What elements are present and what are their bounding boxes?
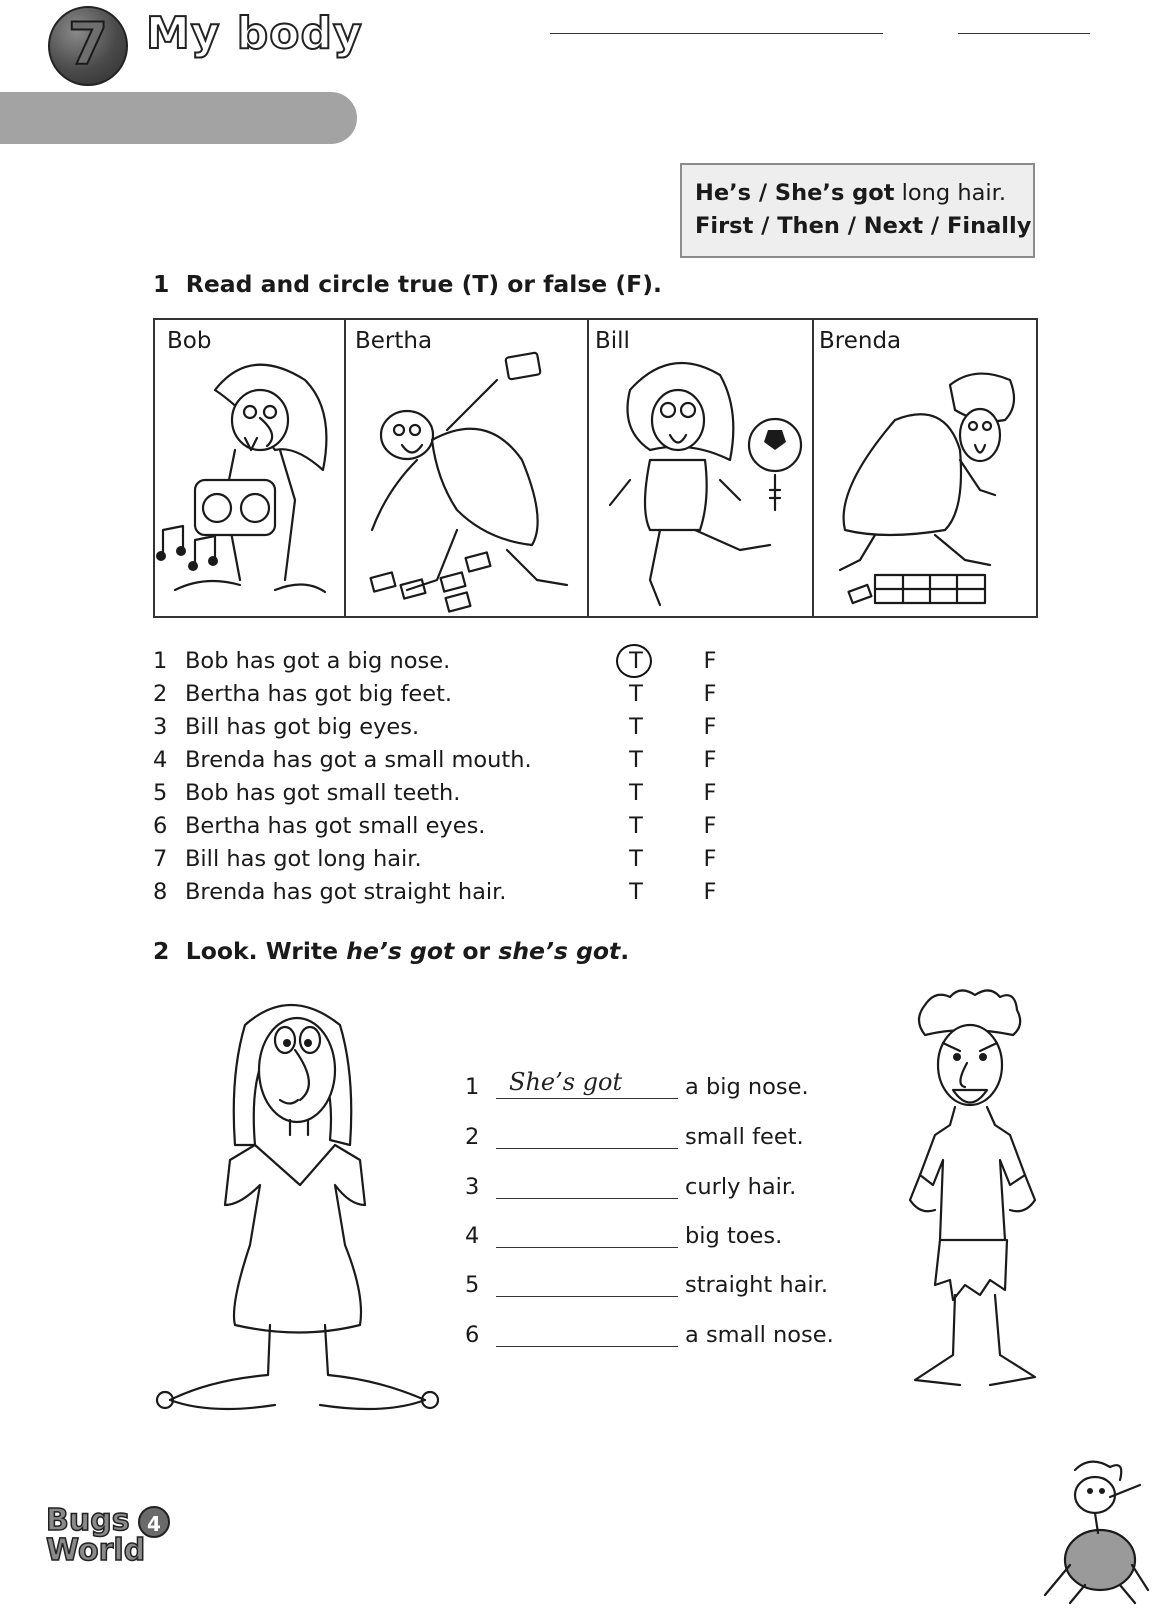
character-label-bob: Bob (167, 328, 212, 354)
statement-row (153, 777, 753, 810)
statement-number: 1 (153, 648, 168, 674)
statement-row (153, 876, 753, 909)
statement-text: Bill has got long hair. (185, 846, 422, 872)
statement-row (153, 744, 753, 777)
cell-divider (344, 320, 346, 616)
write-line[interactable] (496, 1346, 678, 1347)
true-option[interactable]: T (629, 846, 643, 872)
write-item-text: big toes. (685, 1223, 783, 1249)
true-option[interactable]: T (629, 714, 643, 740)
bug-mascot-illustration (1040, 1455, 1150, 1605)
character-label-bertha: Bertha (355, 328, 433, 354)
false-option[interactable]: F (703, 846, 717, 872)
statement-number: 7 (153, 846, 168, 872)
write-item (465, 1168, 885, 1208)
sequence-words: First / Then / Next / Finally (695, 213, 1032, 239)
false-option[interactable]: F (703, 648, 717, 674)
write-line[interactable] (496, 1247, 678, 1248)
unit-title: My body (146, 8, 363, 59)
write-item-text: a big nose. (685, 1074, 809, 1100)
write-item (465, 1118, 885, 1158)
bob-illustration (155, 350, 344, 616)
statement-row (153, 711, 753, 744)
key-phrase-bold: He’s / She’s got (695, 180, 895, 206)
write-item-text: straight hair. (685, 1272, 828, 1298)
write-item (465, 1068, 885, 1108)
exercise2-instruction-mid: or (454, 937, 499, 965)
bill-illustration (590, 350, 812, 616)
statement-number: 2 (153, 681, 168, 707)
write-line[interactable] (496, 1296, 678, 1297)
logo-line-2: World (46, 1533, 146, 1568)
true-option[interactable]: T (629, 648, 643, 674)
exercise2-instruction-em2: she’s got (498, 937, 621, 965)
exercise1-heading (153, 270, 662, 298)
statement-number: 6 (153, 813, 168, 839)
write-item-text: small feet. (685, 1124, 804, 1150)
statement-text: Bertha has got big feet. (185, 681, 453, 707)
exercise2-number: 2 (153, 937, 170, 965)
statement-text: Bob has got small teeth. (185, 780, 461, 806)
write-line[interactable] (496, 1148, 678, 1149)
date-line[interactable] (958, 33, 1090, 34)
write-answer[interactable]: She’s got (509, 1068, 623, 1096)
header-bar (0, 92, 357, 144)
write-item-number: 4 (465, 1223, 480, 1249)
false-option[interactable]: F (703, 681, 717, 707)
false-option[interactable]: F (703, 813, 717, 839)
statement-text: Brenda has got a small mouth. (185, 747, 532, 773)
statement-row (153, 810, 753, 843)
statement-row (153, 645, 753, 678)
write-item-number: 3 (465, 1174, 480, 1200)
false-option[interactable]: F (703, 714, 717, 740)
statement-number: 5 (153, 780, 168, 806)
write-item-number: 1 (465, 1074, 480, 1100)
girl-illustration (150, 995, 440, 1420)
exercise2-heading (153, 937, 629, 965)
write-item (465, 1217, 885, 1257)
statement-number: 4 (153, 747, 168, 773)
boy-illustration (905, 985, 1045, 1395)
statement-number: 8 (153, 879, 168, 905)
write-item-text: curly hair. (685, 1174, 797, 1200)
write-item (465, 1266, 885, 1306)
true-option[interactable]: T (629, 813, 643, 839)
statement-text: Bertha has got small eyes. (185, 813, 486, 839)
bertha-illustration (347, 350, 587, 616)
false-option[interactable]: F (703, 780, 717, 806)
key-phrase-rest: long hair. (894, 180, 1007, 206)
exercise1-instruction: Read and circle true (T) or false (F). (185, 270, 662, 298)
statement-row (153, 843, 753, 876)
write-item-text: a small nose. (685, 1322, 834, 1348)
brenda-illustration (815, 350, 1036, 616)
exercise2-instruction-end: . (620, 937, 630, 965)
character-label-brenda: Brenda (819, 328, 902, 354)
key-phrases-box (680, 163, 1035, 258)
write-item (465, 1316, 885, 1356)
write-item-number: 2 (465, 1124, 480, 1150)
false-option[interactable]: F (703, 747, 717, 773)
character-picture-table (153, 318, 1038, 618)
true-option[interactable]: T (629, 747, 643, 773)
true-option[interactable]: T (629, 681, 643, 707)
false-option[interactable]: F (703, 879, 717, 905)
exercise1-number: 1 (153, 270, 170, 298)
unit-number: 7 (67, 10, 109, 78)
character-label-bill: Bill (595, 328, 630, 354)
statement-text: Bob has got a big nose. (185, 648, 451, 674)
exercise2-instruction-em1: he’s got (346, 937, 455, 965)
logo-line-1: Bugs (46, 1503, 130, 1538)
cell-divider (587, 320, 589, 616)
write-line[interactable] (496, 1098, 678, 1099)
name-line[interactable] (550, 33, 883, 34)
true-option[interactable]: T (629, 780, 643, 806)
write-line[interactable] (496, 1198, 678, 1199)
logo-level-badge: 4 (138, 1506, 170, 1538)
write-item-number: 5 (465, 1272, 480, 1298)
write-item-number: 6 (465, 1322, 480, 1348)
statement-text: Bill has got big eyes. (185, 714, 420, 740)
statement-row (153, 678, 753, 711)
cell-divider (812, 320, 814, 616)
true-option[interactable]: T (629, 879, 643, 905)
exercise2-instruction-start: Look. Write (185, 937, 347, 965)
statement-text: Brenda has got straight hair. (185, 879, 507, 905)
statement-number: 3 (153, 714, 168, 740)
